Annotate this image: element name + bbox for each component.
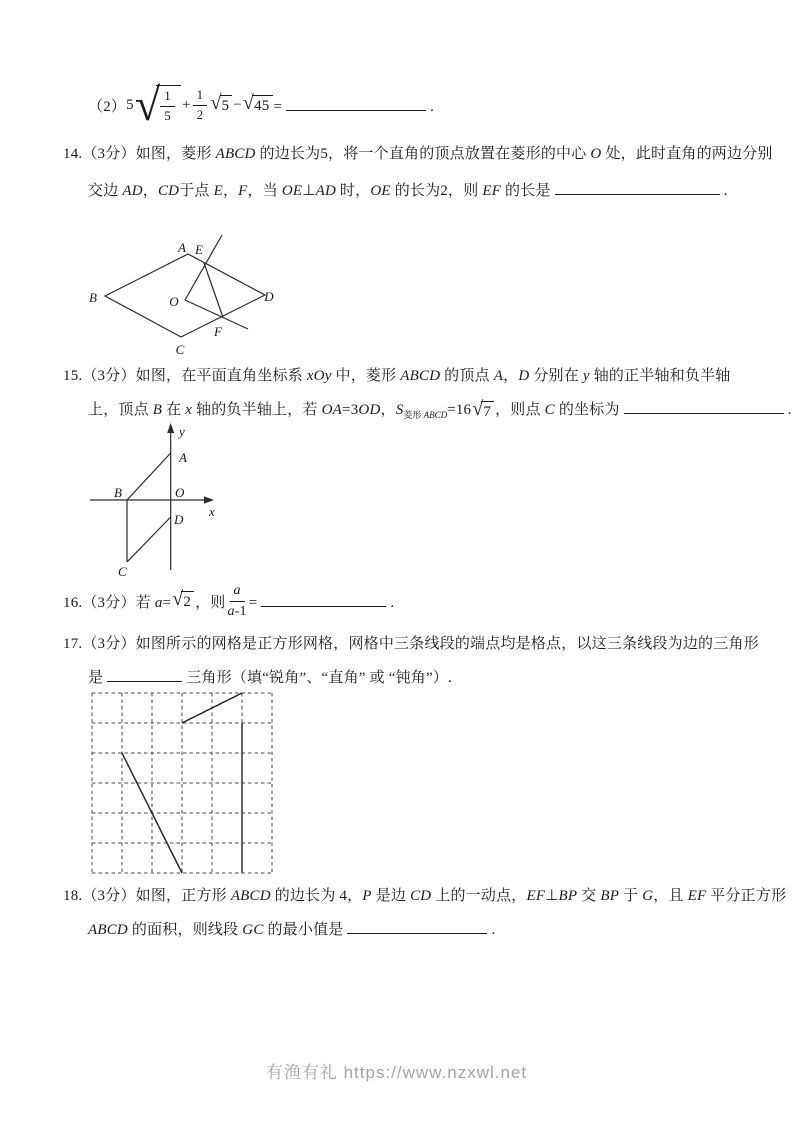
q17-grid-figure <box>90 691 276 877</box>
period: . <box>723 183 728 199</box>
period: . <box>787 402 792 418</box>
q13-part2-formula <box>88 79 435 131</box>
q13-part2-answer-blank <box>286 95 426 111</box>
q18-answer-blank <box>347 918 487 934</box>
q15-line2-post: ，则点 C 的坐标为 <box>495 402 620 418</box>
q15-coordinate-figure <box>85 420 225 580</box>
equals-sign: = <box>273 98 283 115</box>
q16-pre: 16.（3分）若 a= <box>63 594 172 611</box>
sqrt-45: √ 45 <box>243 95 273 115</box>
segment-1 <box>182 693 242 723</box>
fraction-a-over-a-minus-1: $\frac{a}{a-1}$ <box>227 583 247 619</box>
label-D: D <box>174 512 184 527</box>
q14-line2-text: 交边 AD，CD于点 E，F，当 OE⊥AD 时，OE 的长为2，则 EF 的长是 <box>88 183 551 199</box>
q13-part2-label: （2） <box>88 98 127 115</box>
sqrt-frac-one-fifth <box>134 79 181 131</box>
label-B: B <box>114 485 122 500</box>
q14-rhombus-figure <box>85 232 275 362</box>
label-A: A <box>178 240 186 255</box>
label-B: B <box>89 290 97 305</box>
y-axis-arrow-icon <box>167 423 174 433</box>
label-A: A <box>179 450 187 465</box>
ray-through-E <box>185 235 222 300</box>
sqrt-7: √ 7 <box>472 401 494 421</box>
q16-mid: ，则 <box>195 594 226 611</box>
area-subscript: 菱形 ABCD <box>403 410 448 420</box>
q14-answer-blank <box>555 179 720 195</box>
q13-part2-coeff: 5 <box>126 96 134 113</box>
q17-answer-blank <box>107 666 182 682</box>
radical-sign: √ <box>210 92 222 114</box>
label-y-axis: y <box>179 424 185 439</box>
label-O: O <box>175 485 185 500</box>
q18-line2 <box>88 918 495 940</box>
q17-line1: 17.（3分）如图所示的网格是正方形网格，网格中三条线段的端点均是格点，以这三条线段为边的三角形 <box>63 636 759 652</box>
edge-BA <box>127 453 171 500</box>
radical-sign: √ <box>172 588 184 610</box>
q17-line2 <box>88 666 452 688</box>
grid-lines <box>92 693 272 873</box>
minus-sign: − <box>233 96 242 113</box>
label-C: C <box>175 342 185 357</box>
q15-answer-blank <box>624 398 784 414</box>
label-O: O <box>169 294 179 309</box>
x-axis-arrow-icon <box>204 496 214 503</box>
fraction-1-5: $\frac{1}{5}$ <box>160 88 175 124</box>
radical-sign: √ <box>242 92 255 114</box>
equals-sign: = <box>248 594 258 611</box>
q14-line2 <box>88 179 728 201</box>
period: . <box>390 594 395 611</box>
period: . <box>430 98 435 115</box>
label-F: F <box>214 324 222 339</box>
q17-line2-post: 三角形（填“锐角”、“直角” 或 “钝角”）. <box>186 670 453 686</box>
q18-line2-text: ABCD 的面积，则线段 GC 的最小值是 <box>88 922 344 938</box>
equals-16: =16 <box>447 402 472 418</box>
sqrt-5: √ 5 <box>210 95 232 115</box>
q16-answer-blank <box>261 591 386 607</box>
period: . <box>491 922 496 938</box>
radical-sign: √ <box>134 79 161 131</box>
q18-line1: 18.（3分）如图，正方形 ABCD 的边长为 4，P 是边 CD 上的一动点，EF⊥BP 交 BP 于 G，且 EF 平分正方形 <box>63 888 787 904</box>
label-D: D <box>264 289 274 304</box>
q15-line1: 15.（3分）如图，在平面直角坐标系 xOy 中，菱形 ABCD 的顶点 A，D 分别在 y 轴的正半轴和负半轴 <box>63 368 731 384</box>
q16-formula <box>63 580 394 622</box>
sqrt-2: √ 2 <box>172 591 194 611</box>
label-E: E <box>195 242 203 257</box>
label-x-axis: x <box>209 504 215 519</box>
edge-CD <box>127 517 171 562</box>
label-C: C <box>118 564 127 579</box>
q15-line2-pre: 上，顶点 B 在 x 轴的负半轴上，若 OA=3OD，S <box>88 402 404 418</box>
q17-line2-pre: 是 <box>88 670 104 686</box>
plus-sign: + <box>181 96 191 113</box>
rhombus-outline <box>105 254 265 337</box>
footer-watermark: 有渔有礼 https://www.nzxwl.net <box>265 1063 528 1082</box>
fraction-1-2: $\frac{1}{2}$ <box>193 87 208 123</box>
q14-line1: 14.（3分）如图，菱形 ABCD 的边长为5，将一个直角的顶点放置在菱形的中心 O 处，此时直角的两边分别 <box>63 146 773 162</box>
radical-sign: √ <box>472 397 484 420</box>
